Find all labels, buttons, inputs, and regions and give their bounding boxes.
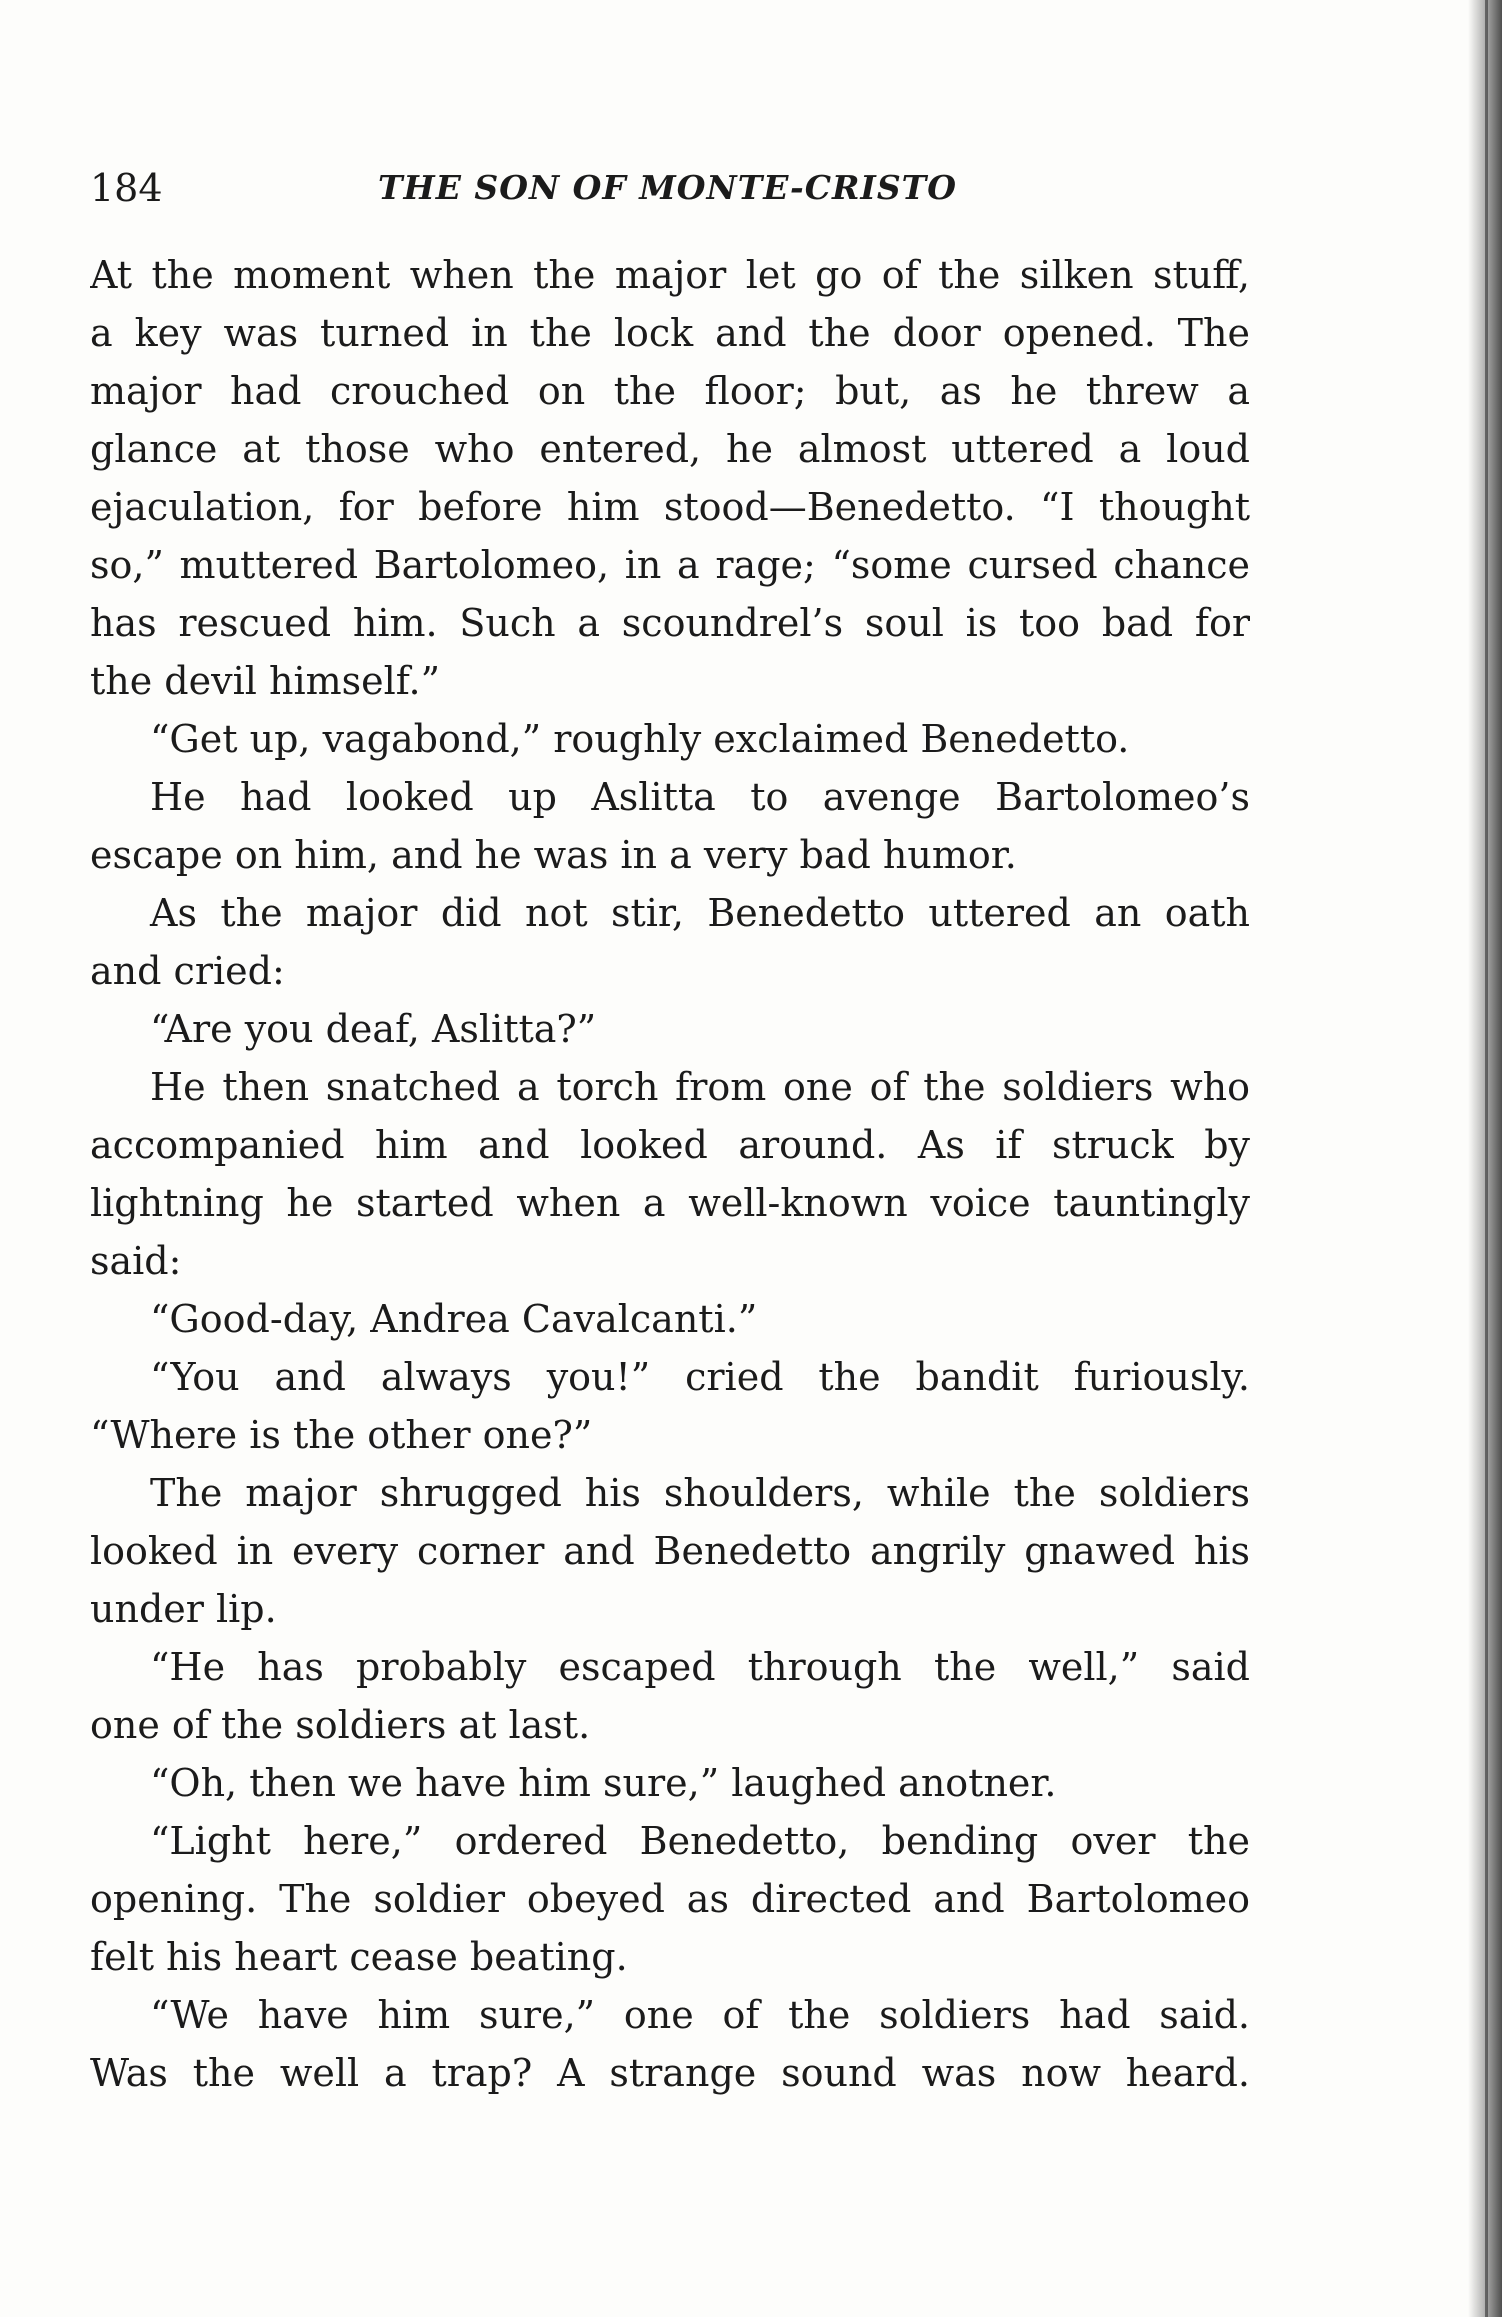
text-line: accompanied him and looked around. As if struck by bbox=[90, 1123, 1250, 1167]
text-line: “Get up, vagabond,” roughly exclaimed Benedetto. bbox=[150, 717, 1130, 761]
text-line: has rescued him. Such a scoundrel’s soul is too bad for bbox=[90, 601, 1250, 645]
text-line: ejaculation, for before him stood—Benedetto. “I thought bbox=[90, 485, 1250, 529]
text-line: said: bbox=[90, 1239, 182, 1283]
running-title: THE SON OF MONTE-CRISTO bbox=[378, 168, 957, 207]
text-line: “Good-day, Andrea Cavalcanti.” bbox=[150, 1297, 758, 1341]
text-line: “He has probably escaped through the well,” said bbox=[150, 1645, 1250, 1689]
page-header bbox=[90, 158, 1250, 218]
text-line: one of the soldiers at last. bbox=[90, 1703, 591, 1747]
text-line: and cried: bbox=[90, 949, 285, 993]
text-line: “You and always you!” cried the bandit furiously. bbox=[150, 1355, 1250, 1399]
text-line: “Where is the other one?” bbox=[90, 1413, 593, 1457]
text-line: “Are you deaf, Aslitta?” bbox=[150, 1007, 597, 1051]
text-line: felt his heart cease beating. bbox=[90, 1935, 628, 1979]
text-line: He had looked up Aslitta to avenge Bartolomeo’s bbox=[150, 775, 1250, 819]
text-line: As the major did not stir, Benedetto uttered an oath bbox=[150, 891, 1250, 935]
text-line: under lip. bbox=[90, 1587, 277, 1631]
page-edge-line bbox=[1485, 0, 1488, 2317]
text-line: The major shrugged his shoulders, while the soldiers bbox=[150, 1471, 1250, 1515]
text-line: glance at those who entered, he almost uttered a loud bbox=[90, 427, 1250, 471]
text-line: a key was turned in the lock and the door opened. The bbox=[90, 311, 1250, 355]
text-line: Was the well a trap? A strange sound was now heard. bbox=[90, 2051, 1250, 2095]
text-line: “Light here,” ordered Benedetto, bending over the bbox=[150, 1819, 1250, 1863]
text-line: lightning he started when a well-known voice tauntingly bbox=[90, 1181, 1250, 1225]
text-line: major had crouched on the floor; but, as he threw a bbox=[90, 369, 1250, 413]
text-line: looked in every corner and Benedetto angrily gnawed his bbox=[90, 1529, 1250, 1573]
text-line: so,” muttered Bartolomeo, in a rage; “some cursed chance bbox=[90, 543, 1250, 587]
text-line: At the moment when the major let go of the silken stuff, bbox=[90, 253, 1250, 297]
text-line: “We have him sure,” one of the soldiers had said. bbox=[150, 1993, 1250, 2037]
text-line: He then snatched a torch from one of the soldiers who bbox=[150, 1065, 1250, 1109]
text-line: opening. The soldier obeyed as directed and Bartolomeo bbox=[90, 1877, 1250, 1921]
body-text bbox=[90, 246, 1250, 2102]
page-number: 184 bbox=[90, 166, 163, 210]
text-line: the devil himself.” bbox=[90, 659, 440, 703]
text-line: escape on him, and he was in a very bad humor. bbox=[90, 833, 1017, 877]
text-line: “Oh, then we have him sure,” laughed anotner. bbox=[150, 1761, 1057, 1805]
